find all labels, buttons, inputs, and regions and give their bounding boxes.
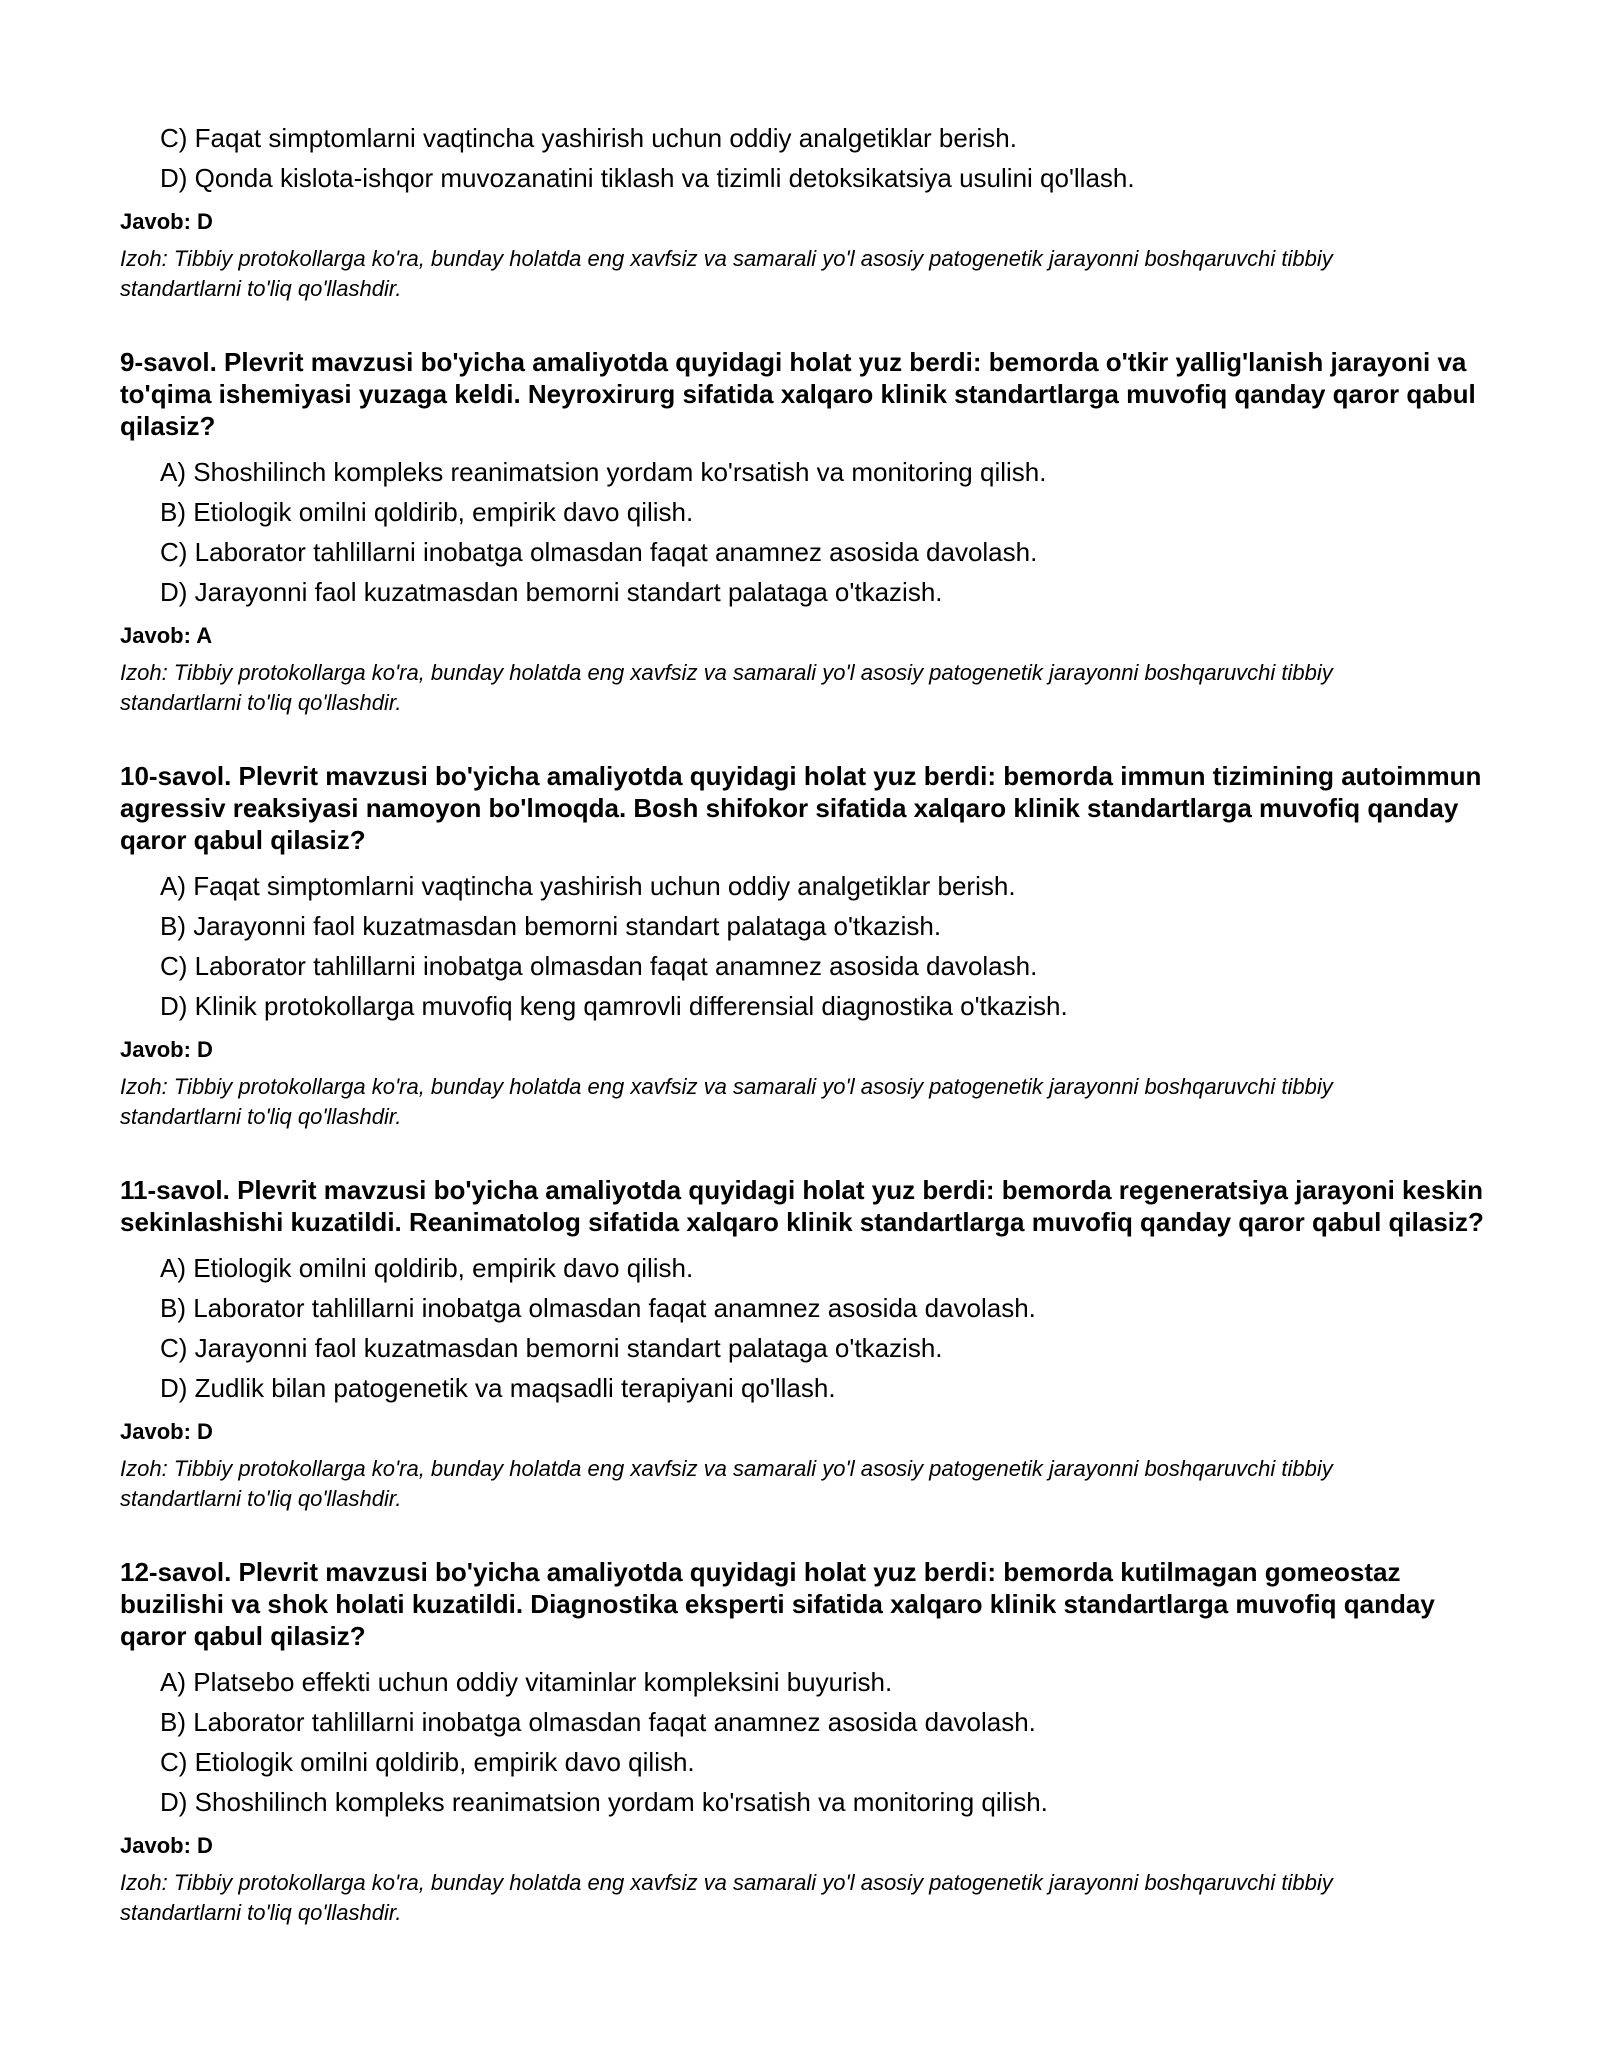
option-d: D) Shoshilinch kompleks reanimatsion yordam ko'rsatish va monitoring qilish. [160, 1787, 1048, 1817]
document-page [120, 118, 1500, 1928]
explanation-note: Izoh: Tibbiy protokollarga ko'ra, bunday holatda eng xavfsiz va samarali yo'l asosiy patogenetik jarayonni boshqaruvchi tibbiy standartlarni to'liq qo'llashdir. [120, 246, 1333, 301]
question-text: 11-savol. Plevrit mavzusi bo'yicha amaliyotda quyidagi holat yuz berdi: bemorda regeneratsiya jarayoni keskin sekinlashishi kuzatildi. Reanimatolog sifatida xalqaro klinik standartlarga muvofiq qanday qaror qabul qilasiz? [120, 1175, 1484, 1237]
option-d: D) Jarayonni faol kuzatmasdan bemorni standart palataga o'tkazish. [160, 577, 943, 607]
explanation-note: Izoh: Tibbiy protokollarga ko'ra, bunday holatda eng xavfsiz va samarali yo'l asosiy patogenetik jarayonni boshqaruvchi tibbiy standartlarni to'liq qo'llashdir. [120, 1870, 1333, 1925]
question-9 [120, 346, 1500, 718]
question-10 [120, 760, 1500, 1132]
question-11 [120, 1174, 1500, 1514]
explanation-note: Izoh: Tibbiy protokollarga ko'ra, bunday holatda eng xavfsiz va samarali yo'l asosiy patogenetik jarayonni boshqaruvchi tibbiy standartlarni to'liq qo'llashdir. [120, 660, 1333, 715]
option-b: B) Laborator tahlillarni inobatga olmasdan faqat anamnez asosida davolash. [160, 1293, 1036, 1323]
question-12 [120, 1556, 1500, 1928]
option-c: C) Faqat simptomlarni vaqtincha yashirish uchun oddiy analgetiklar berish. [160, 123, 1017, 153]
answer-label: Javob: D [120, 209, 213, 234]
question-8-continuation [120, 118, 1500, 304]
option-c: C) Jarayonni faol kuzatmasdan bemorni standart palataga o'tkazish. [160, 1333, 943, 1363]
option-b: B) Jarayonni faol kuzatmasdan bemorni standart palataga o'tkazish. [160, 911, 942, 941]
question-text: 12-savol. Plevrit mavzusi bo'yicha amaliyotda quyidagi holat yuz berdi: bemorda kutilmagan gomeostaz buzilishi va shok holati kuzatildi. Diagnostika eksperti sifatida xalqaro klinik standartlarga muvofiq qanday qaror qabul qilasiz? [120, 1557, 1435, 1651]
option-c: C) Laborator tahlillarni inobatga olmasdan faqat anamnez asosida davolash. [160, 537, 1038, 567]
option-a: A) Platsebo effekti uchun oddiy vitaminlar kompleksini buyurish. [160, 1667, 893, 1697]
option-a: A) Etiologik omilni qoldirib, empirik davo qilish. [160, 1253, 694, 1283]
option-d: D) Qonda kislota-ishqor muvozanatini tiklash va tizimli detoksikatsiya usulini qo'llash. [160, 163, 1135, 193]
option-b: B) Laborator tahlillarni inobatga olmasdan faqat anamnez asosida davolash. [160, 1707, 1036, 1737]
option-c: C) Laborator tahlillarni inobatga olmasdan faqat anamnez asosida davolash. [160, 951, 1038, 981]
option-b: B) Etiologik omilni qoldirib, empirik davo qilish. [160, 497, 694, 527]
option-c: C) Etiologik omilni qoldirib, empirik davo qilish. [160, 1747, 695, 1777]
option-d: D) Klinik protokollarga muvofiq keng qamrovli differensial diagnostika o'tkazish. [160, 991, 1068, 1021]
answer-label: Javob: D [120, 1833, 213, 1858]
answer-label: Javob: D [120, 1419, 213, 1444]
question-text: 9-savol. Plevrit mavzusi bo'yicha amaliyotda quyidagi holat yuz berdi: bemorda o'tkir yallig'lanish jarayoni va to'qima ishemiyasi yuzaga keldi. Neyroxirurg sifatida xalqaro klinik standartlarga muvofiq qanday qaror qabul qilasiz? [120, 347, 1476, 441]
answer-label: Javob: A [120, 623, 213, 648]
explanation-note: Izoh: Tibbiy protokollarga ko'ra, bunday holatda eng xavfsiz va samarali yo'l asosiy patogenetik jarayonni boshqaruvchi tibbiy standartlarni to'liq qo'llashdir. [120, 1456, 1333, 1511]
option-a: A) Shoshilinch kompleks reanimatsion yordam ko'rsatish va monitoring qilish. [160, 457, 1047, 487]
question-text: 10-savol. Plevrit mavzusi bo'yicha amaliyotda quyidagi holat yuz berdi: bemorda immun tizimining autoimmun agressiv reaksiyasi namoyon bo'lmoqda. Bosh shifokor sifatida xalqaro klinik standartlarga muvofiq qanday qaror qabul qilasiz? [120, 761, 1482, 855]
answer-label: Javob: D [120, 1037, 213, 1062]
option-a: A) Faqat simptomlarni vaqtincha yashirish uchun oddiy analgetiklar berish. [160, 871, 1016, 901]
explanation-note: Izoh: Tibbiy protokollarga ko'ra, bunday holatda eng xavfsiz va samarali yo'l asosiy patogenetik jarayonni boshqaruvchi tibbiy standartlarni to'liq qo'llashdir. [120, 1074, 1333, 1129]
option-d: D) Zudlik bilan patogenetik va maqsadli terapiyani qo'llash. [160, 1373, 836, 1403]
